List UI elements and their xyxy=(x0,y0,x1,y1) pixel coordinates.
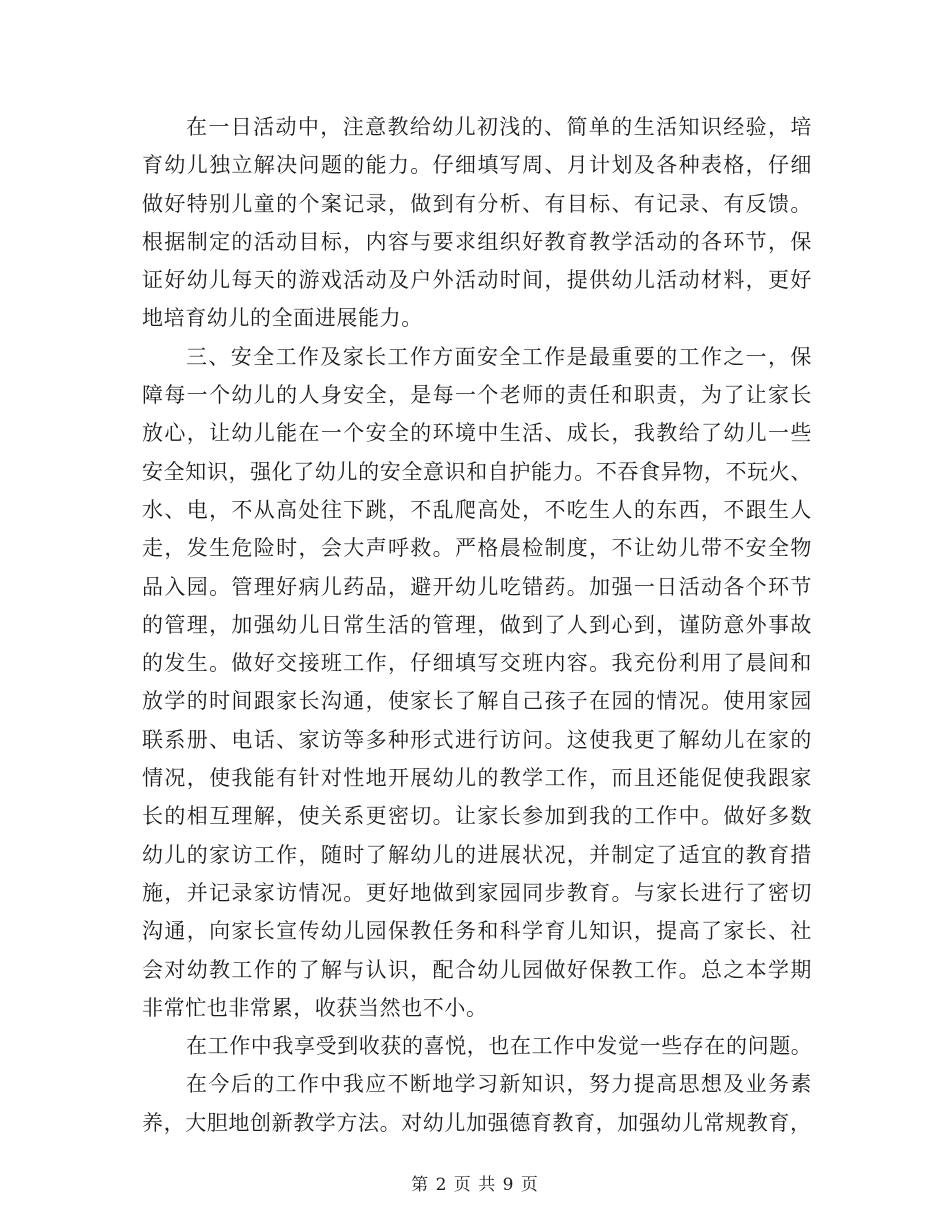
text-line: 放心，让幼儿能在一个安全的环境中生活、成长，我教给了幼儿一些 xyxy=(142,421,812,446)
text-line: 放学的时间跟家长沟通，使家长了解自己孩子在园的情况。使用家园 xyxy=(142,689,812,714)
page-number-footer: 第 2 页 共 9 页 xyxy=(411,1175,539,1195)
text-line: 沟通，向家长宣传幼儿园保教任务和科学育儿知识，提高了家长、社 xyxy=(142,919,812,944)
text-line: 情况，使我能有针对性地开展幼儿的教学工作，而且还能促使我跟家 xyxy=(142,766,812,791)
text-line: 的发生。做好交接班工作，仔细填写交班内容。我充份利用了晨间和 xyxy=(142,651,812,676)
text-line: 会对幼教工作的了解与认识，配合幼儿园做好保教工作。总之本学期 xyxy=(142,957,812,982)
text-line: 安全知识，强化了幼儿的安全意识和自护能力。不吞食异物，不玩火、 xyxy=(142,459,812,484)
text-line: 水、电，不从高处往下跳，不乱爬高处，不吃生人的东西，不跟生人 xyxy=(142,497,812,522)
text-line: 长的相互理解，使关系更密切。让家长参加到我的工作中。做好多数 xyxy=(142,804,812,829)
paragraph xyxy=(142,338,812,1027)
text-line: 在工作中我享受到收获的喜悦，也在工作中发觉一些存在的问题。 xyxy=(186,1034,813,1059)
text-line: 的管理，加强幼儿日常生活的管理，做到了人到心到，谨防意外事故 xyxy=(142,612,812,637)
text-line: 在今后的工作中我应不断地学习新知识，努力提高思想及业务素 xyxy=(186,1072,812,1097)
paragraph xyxy=(142,108,812,338)
text-line: 非常忙也非常累，收获当然也不小。 xyxy=(142,995,488,1020)
text-line: 证好幼儿每天的游戏活动及户外活动时间，提供幼儿活动材料，更好 xyxy=(142,268,812,293)
text-line: 做好特别儿童的个案记录，做到有分析、有目标、有记录、有反馈。 xyxy=(142,191,812,216)
text-line: 走，发生危险时，会大声呼救。严格晨检制度，不让幼儿带不安全物 xyxy=(142,536,812,561)
paragraph xyxy=(142,1027,812,1065)
text-line: 障每一个幼儿的人身安全，是每一个老师的责任和职责，为了让家长 xyxy=(142,383,812,408)
document-body xyxy=(142,108,812,1142)
text-line: 品入园。管理好病儿药品，避开幼儿吃错药。加强一日活动各个环节 xyxy=(142,574,812,599)
text-line: 育幼儿独立解决问题的能力。仔细填写周、月计划及各种表格，仔细 xyxy=(142,153,812,178)
text-line: 三、安全工作及家长工作方面安全工作是最重要的工作之一，保 xyxy=(186,344,812,369)
text-line: 幼儿的家访工作，随时了解幼儿的进展状况，并制定了适宜的教育措 xyxy=(142,842,812,867)
text-line: 在一日活动中，注意教给幼儿初浅的、简单的生活知识经验，培 xyxy=(186,115,812,139)
paragraph xyxy=(142,1065,812,1142)
text-line: 地培育幼儿的全面进展能力。 xyxy=(142,306,423,331)
text-line: 养，大胆地创新教学方法。对幼儿加强德育教育，加强幼儿常规教育， xyxy=(142,1110,812,1135)
text-line: 施，并记录家访情况。更好地做到家园同步教育。与家长进行了密切 xyxy=(142,880,812,905)
text-line: 联系册、电话、家访等多种形式进行访问。这使我更了解幼儿在家的 xyxy=(142,727,812,752)
text-line: 根据制定的活动目标，内容与要求组织好教育教学活动的各环节，保 xyxy=(142,229,812,254)
